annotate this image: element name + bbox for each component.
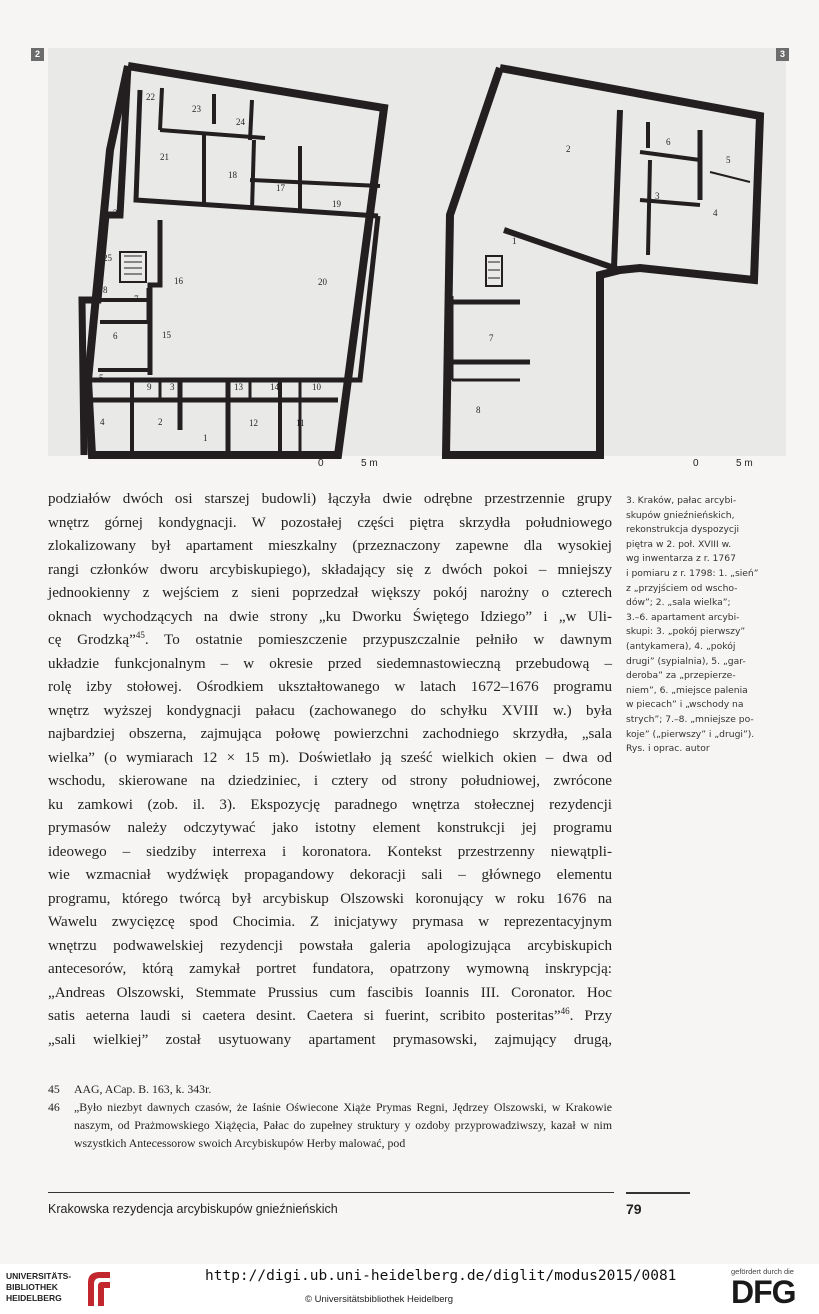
footnote-number: 46 <box>48 1100 60 1114</box>
svg-text:23: 23 <box>192 104 201 114</box>
svg-text:6: 6 <box>113 331 118 341</box>
caption-line: 3.–6. apartament arcybi- <box>626 611 740 623</box>
figure-marker-right: 3 <box>776 48 789 61</box>
svg-text:19: 19 <box>332 199 341 209</box>
right-scale-zero: 0 <box>693 458 699 469</box>
text-line: wnętrz wyższej kondygnacji pałacu (zachowanego do schyłku XVIII w.) była <box>48 702 612 719</box>
library-logo-text <box>6 1271 71 1304</box>
svg-text:2: 2 <box>566 144 571 154</box>
svg-text:9: 9 <box>147 382 152 392</box>
footnote-45 <box>48 1080 612 1098</box>
text-line: „Andreas Olszowski, Stemmate Prussius cum fascibis Ioannis III. Coronator. Hoc <box>48 984 612 1001</box>
text-line: najbardziej obszerna, zajmująca połowę powierzchni zachodniego skrzydła, „sala <box>48 726 612 742</box>
floor-plans <box>0 0 819 470</box>
caption-line: wg inwentarza z r. 1767 <box>626 553 736 565</box>
svg-text:14: 14 <box>270 382 279 392</box>
text-line: „sali wielkiej” został usytuowany apartament prymasowski, zajmujący drugą, <box>48 1031 612 1048</box>
footnote-ref-45[interactable]: 45 <box>135 629 145 640</box>
svg-text:15: 15 <box>162 330 171 340</box>
svg-text:3: 3 <box>655 191 660 201</box>
text-line: ku zamkowi (zob. il. 3). Ekspozycję paradnego wnętrza stołecznej rezydencji <box>48 796 612 813</box>
svg-text:26: 26 <box>113 208 122 218</box>
left-scale-label: 5 m <box>361 458 378 469</box>
svg-text:22: 22 <box>146 92 155 102</box>
caption-line: skupów gnieźnieńskich, <box>626 509 735 521</box>
running-title: Krakowska rezydencja arcybiskupów gnieźnieńskich <box>48 1202 338 1216</box>
caption-line: skupi: 3. „pokój pierwszy” <box>626 626 746 638</box>
text-span: . Przy <box>569 1008 612 1024</box>
library-line: HEIDELBERG <box>6 1293 62 1303</box>
figure-marker-left: 2 <box>31 48 44 61</box>
svg-text:17: 17 <box>276 183 285 193</box>
caption-line: rekonstrukcja dyspozycji <box>626 524 740 536</box>
library-line: BIBLIOTHEK <box>6 1282 58 1292</box>
text-line: podziałów dwóch osi starszej budowli) łączyła dwie odrębne przestrzennie grupy <box>48 491 612 507</box>
library-logo-icon <box>84 1268 114 1308</box>
text-line: rolę izby stołowej. Ośrodkiem ukształtowanego w latach 1672–1676 programu <box>48 679 612 695</box>
svg-text:3: 3 <box>170 382 175 392</box>
text-line: wielka” (o wymiarach 12 × 15 m). Doświetlało ją sześć wielkich okien – dwa od <box>48 749 612 766</box>
svg-text:8: 8 <box>103 285 108 295</box>
footnote-number: 45 <box>48 1082 60 1096</box>
caption-line: z „przyjściem od wscho- <box>626 582 738 594</box>
text-line: układzie funkcjonalnym – w okresie przed siedemnastowieczną przebudową – <box>48 655 612 672</box>
text-line <box>48 1005 612 1029</box>
text-line: oknach wychodzących na dwie strony „ku Dworku Świętego Idziego” i „w Uli- <box>48 608 612 625</box>
svg-text:13: 13 <box>234 382 243 392</box>
svg-text:5: 5 <box>99 373 104 383</box>
caption-line: (antykamera), 4. „pokój <box>626 640 736 652</box>
caption-line: i pomiaru z r. 1798: 1. „sień” <box>626 567 759 579</box>
svg-text:16: 16 <box>174 276 183 286</box>
text-span: cę Grodzką” <box>48 632 136 648</box>
caption-line: niem”, 6. „miejsce palenia <box>626 684 748 696</box>
caption-line: deroba” za „przepierze- <box>626 670 736 682</box>
svg-text:18: 18 <box>228 170 237 180</box>
svg-text:12: 12 <box>249 418 258 428</box>
text-line: programu, którego twórcą był arcybiskup Olszowski koronujący w roku 1676 na <box>48 890 612 907</box>
text-line: jednookienny z wejściem z sieni poprzedzał większy pokój narożny o czterech <box>48 585 612 601</box>
source-url-link[interactable]: http://digi.ub.uni-heidelberg.de/diglit/modus2015/0081 <box>205 1268 677 1284</box>
text-span: . To ostatnie pomieszczenie przypuszczalnie pełniło w dawnym <box>144 632 612 648</box>
text-line: Wawelu zwycięzcę spod Chocimia. Z inicjatywy prymasa w reprezentacyjnym <box>48 914 612 930</box>
caption-line: Rys. i oprac. autor <box>626 743 710 755</box>
copyright-notice: © Universitätsbibliothek Heidelberg <box>305 1294 453 1305</box>
footnote-text: „Było niezbyt dawnych czasów, że Iaśnie Oświecone Xiąże Prymas Regni, Jędrzey Olszowski, w Krakowie naszym, od Prażmowskiego Xiążęcia, Pałac do zupełney struktury y ozdoby przyprowadziwszy, kazał w nim wszystkich Antecessorow swoich Arcybiskupów Herby malować, pod <box>74 1100 612 1150</box>
caption-line: drugi” (sypialnia), 5. „gar- <box>626 655 746 667</box>
text-line: wie wzmacniał wydźwięk propagandowy dekoracji sali – głównego elementu <box>48 867 612 883</box>
left-scale-zero: 0 <box>318 458 324 469</box>
text-line: prymasów należy odczytywać jako istotny element konstrukcji jej programu <box>48 820 612 836</box>
caption-line: piętra w 2. poł. XVIII w. <box>626 538 732 550</box>
footnote-46 <box>48 1098 612 1152</box>
caption-line: koje” („pierwszy” i „drugi”). <box>626 728 755 740</box>
svg-text:7: 7 <box>489 333 494 343</box>
text-line <box>48 629 612 653</box>
right-scale-label: 5 m <box>736 458 753 469</box>
text-line: antecesorów, którą zamykał portret fundatora, opatrzony wymowną inskrypcją: <box>48 961 612 977</box>
svg-text:5: 5 <box>726 155 731 165</box>
svg-text:21: 21 <box>160 152 169 162</box>
svg-text:7: 7 <box>134 294 139 304</box>
text-line: wnętrz górnej kondygnacji. W pozostałej części piętra skrzydła południowego <box>48 514 612 531</box>
text-line: ideowego – siedziby interrexa i koronatora. Kontekst przestrzenny niewątpli- <box>48 843 612 860</box>
caption-line: strych”; 7.–8. „mniejsze po- <box>626 713 754 725</box>
footnotes <box>48 1080 612 1152</box>
text-span: satis aeterna laudi si caetera desint. Caetera si fuerint, scribito posteritas” <box>48 1008 561 1024</box>
svg-text:2: 2 <box>158 417 163 427</box>
figure-caption <box>626 494 778 757</box>
left-floor-plan <box>82 66 384 470</box>
svg-text:25: 25 <box>103 253 112 263</box>
right-floor-plan <box>446 68 760 470</box>
dfg-logo: DFG <box>731 1274 796 1310</box>
svg-text:20: 20 <box>318 277 327 287</box>
svg-text:4: 4 <box>100 417 105 427</box>
footnote-ref-46[interactable]: 46 <box>560 1005 570 1016</box>
text-line: rangi członków dworu arcybiskupiego), składający się z dwóch pokoi – mniejszy <box>48 561 612 578</box>
footnote-text: AAG, ACap. B. 163, k. 343r. <box>74 1082 212 1096</box>
svg-text:10: 10 <box>312 382 321 392</box>
svg-text:8: 8 <box>476 405 481 415</box>
text-line: wschodu, skierowane na dziedziniec, i cztery od strony południowej, zwrócone <box>48 773 612 789</box>
svg-text:1: 1 <box>512 236 517 246</box>
svg-text:24: 24 <box>236 117 245 127</box>
caption-line: 3. Kraków, pałac arcybi- <box>626 495 737 506</box>
svg-text:1: 1 <box>203 433 208 443</box>
footer-rule-short <box>626 1192 690 1194</box>
page-number: 79 <box>626 1201 642 1217</box>
footer-rule <box>48 1192 614 1193</box>
text-line: zlokalizowany był apartament mieszkalny (przeznaczony zapewne dla wysokiej <box>48 538 612 554</box>
svg-text:4: 4 <box>713 208 718 218</box>
svg-text:6: 6 <box>666 137 671 147</box>
funding-note: gefördert durch die <box>731 1267 794 1276</box>
svg-text:11: 11 <box>296 418 305 428</box>
library-line: UNIVERSITÄTS- <box>6 1271 72 1281</box>
text-line: wnętrzu podwawelskiej rezydencji powstała galeria apologizująca arcybiskupich <box>48 937 612 954</box>
main-text <box>48 488 612 1052</box>
caption-line: w piecach” i „wschody na <box>626 699 744 711</box>
caption-line: dów”; 2. „sala wielka”; <box>626 597 731 609</box>
